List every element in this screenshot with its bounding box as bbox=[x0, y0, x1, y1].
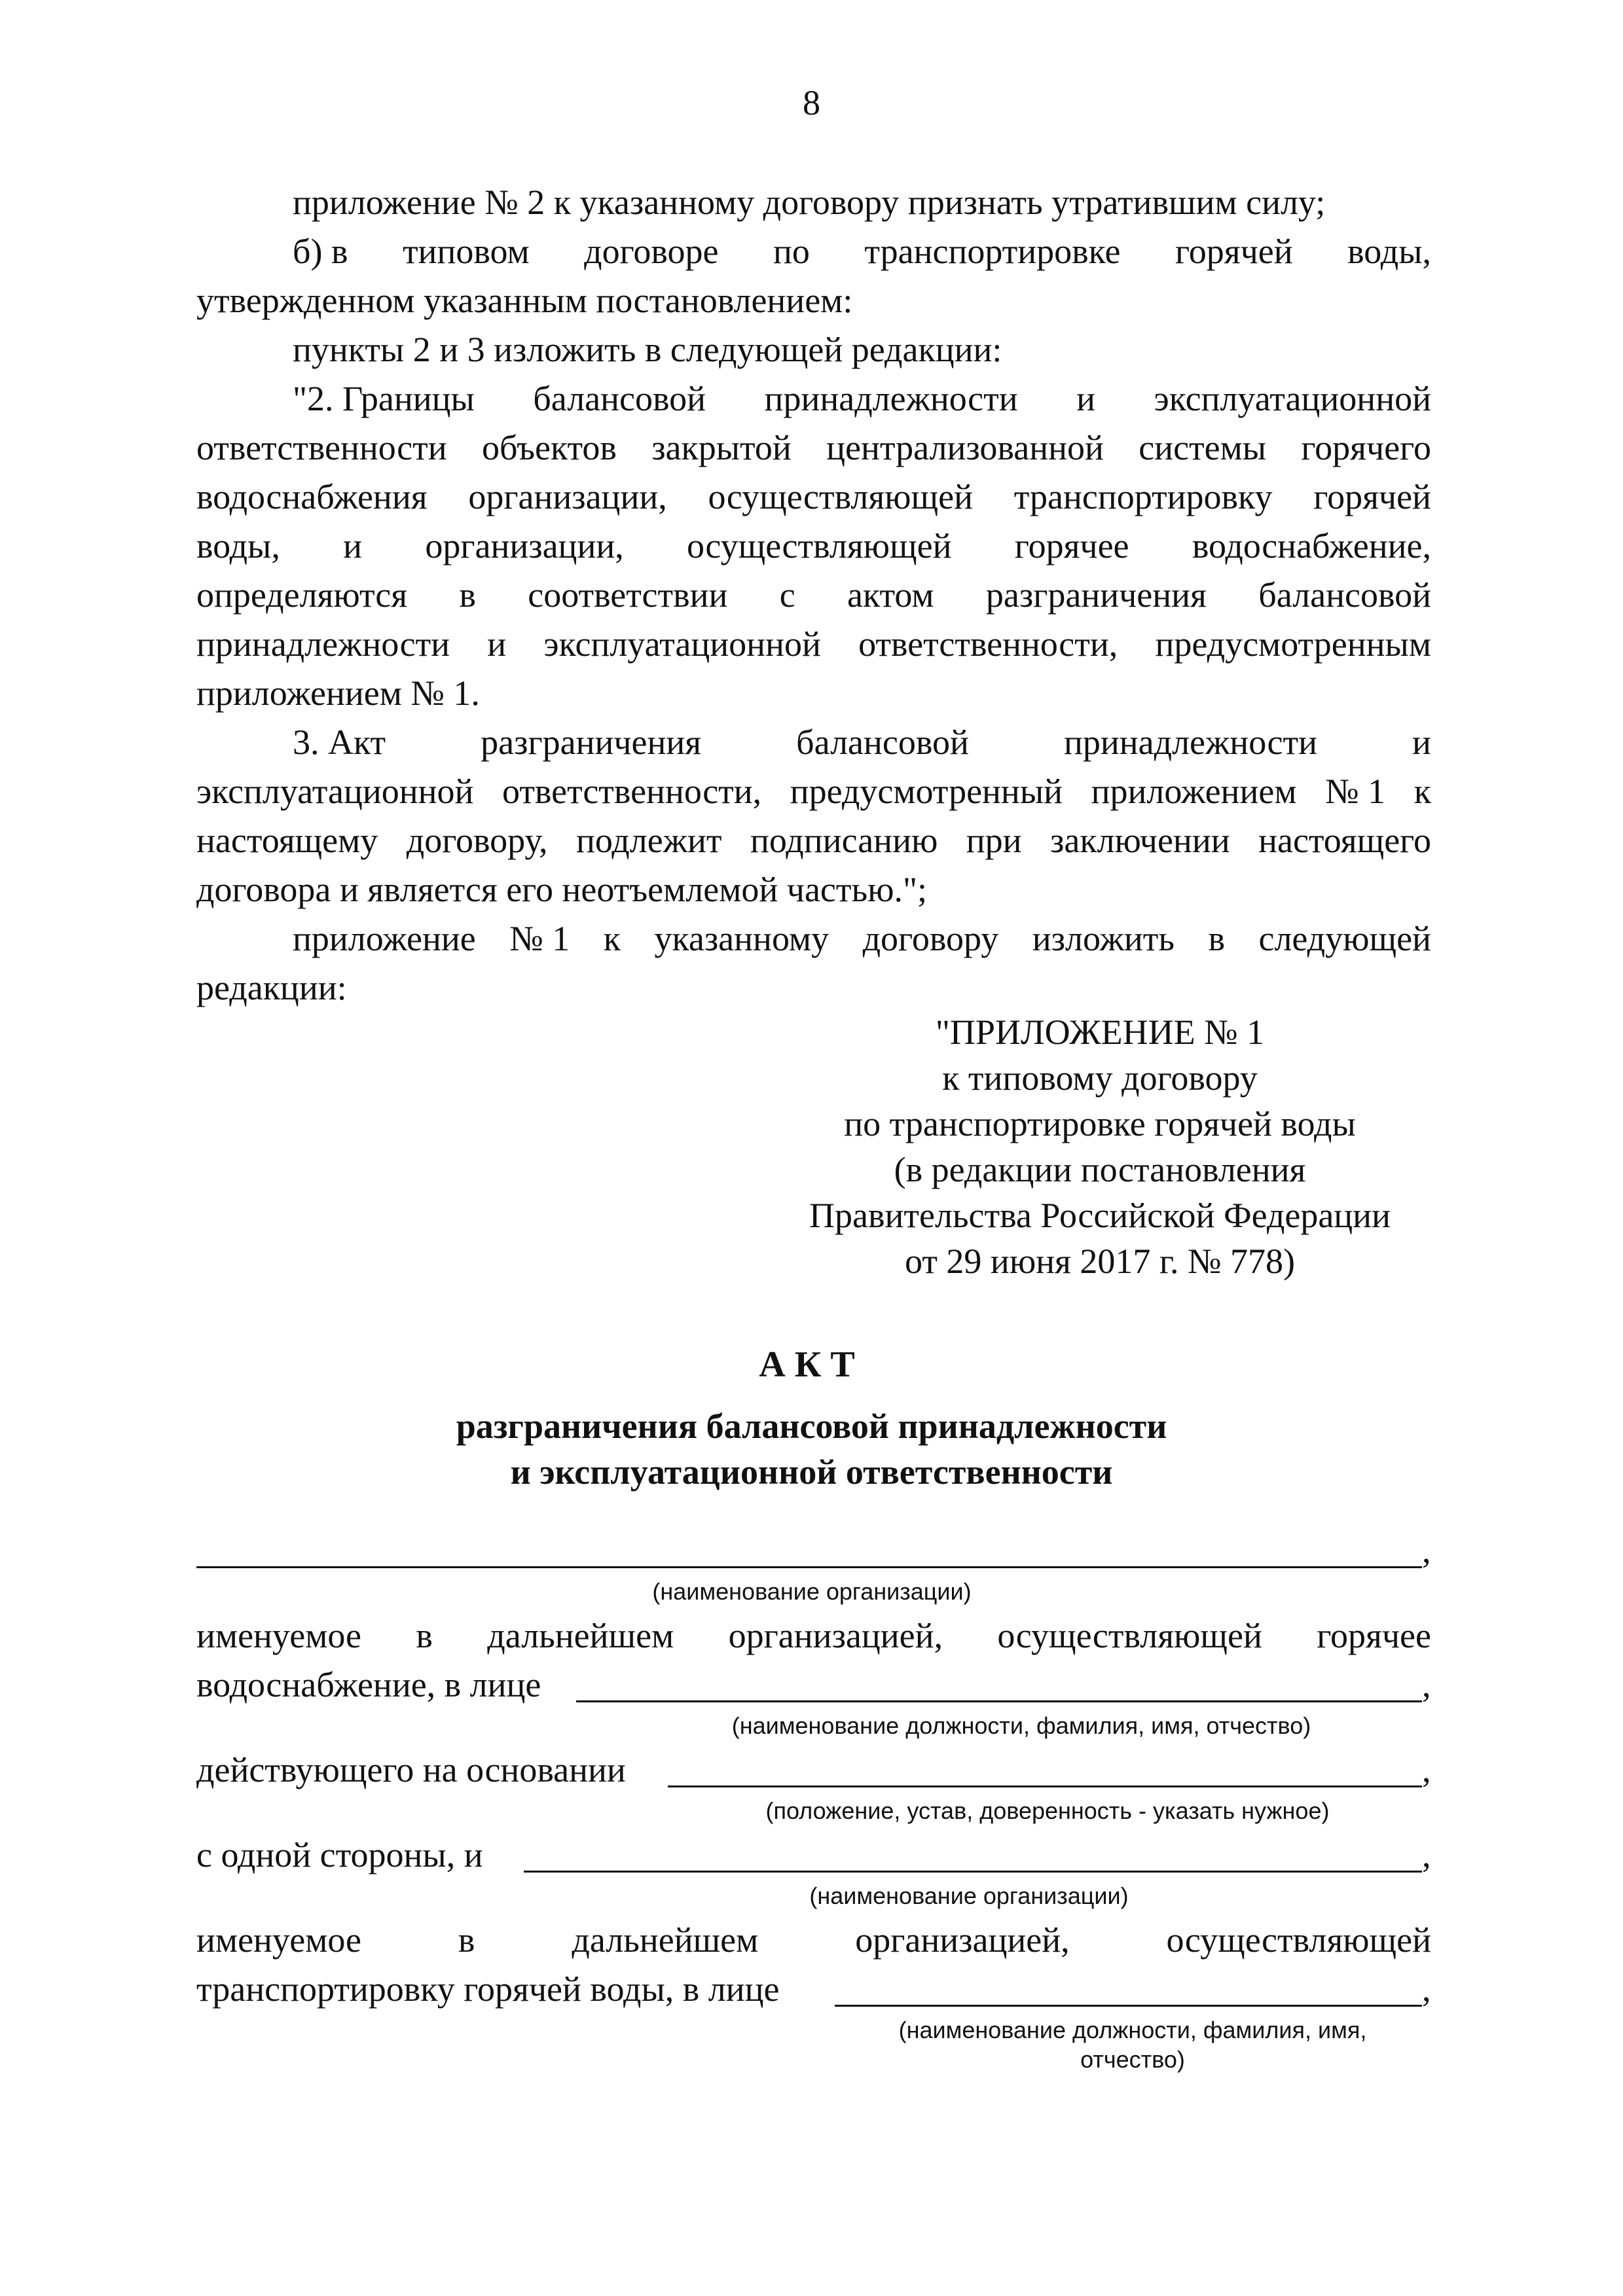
word: соответствии bbox=[528, 575, 728, 615]
word: и bbox=[1076, 379, 1096, 418]
word: договору bbox=[862, 919, 999, 958]
word: и bbox=[1412, 723, 1431, 762]
word: осуществляющей bbox=[997, 1616, 1262, 1655]
field-hint: (положение, устав, доверенность - указать нужное) bbox=[765, 1797, 1330, 1824]
word: балансовой bbox=[796, 723, 969, 762]
field-label: действующего на основании bbox=[196, 1750, 626, 1789]
justified-line bbox=[196, 772, 1431, 811]
word: закрытой bbox=[651, 428, 792, 467]
word: осуществляющей bbox=[708, 477, 973, 516]
justified-line bbox=[196, 478, 1431, 516]
word: дальнейшем bbox=[487, 1616, 674, 1655]
word: типовом bbox=[402, 232, 530, 271]
basis-blank[interactable] bbox=[668, 1785, 1422, 1787]
word: горячее bbox=[1014, 526, 1129, 565]
word: в bbox=[459, 575, 476, 615]
word: балансовой bbox=[533, 379, 706, 418]
word: водоснабжение, bbox=[1192, 526, 1431, 565]
field-label: водоснабжение, в лице bbox=[196, 1665, 541, 1704]
word: определяются bbox=[196, 575, 408, 615]
justified-line bbox=[196, 1617, 1431, 1655]
justified-line bbox=[293, 723, 1431, 762]
text-line: утвержденном указанным постановлением: bbox=[196, 281, 853, 320]
word: подписанию bbox=[750, 821, 938, 860]
field-hint: (наименование организации) bbox=[652, 1578, 972, 1605]
act-subtitle: разграничения балансовой принадлежности bbox=[456, 1407, 1167, 1446]
word: предусмотренным bbox=[1155, 624, 1431, 664]
word: № 1 bbox=[509, 919, 570, 958]
appendix-header-line: (в редакции постановления bbox=[894, 1150, 1306, 1189]
word: б) в bbox=[293, 232, 348, 271]
word: ответственности, bbox=[858, 624, 1118, 664]
comma: , bbox=[1422, 1665, 1431, 1704]
comma: , bbox=[1422, 1531, 1431, 1570]
word: горячей bbox=[1313, 477, 1431, 516]
word: эксплуатационной bbox=[1154, 379, 1431, 418]
word: актом bbox=[847, 575, 934, 615]
word: транспортировке bbox=[864, 232, 1121, 271]
representative-blank[interactable] bbox=[576, 1700, 1422, 1702]
appendix-header-line: от 29 июня 2017 г. № 778) bbox=[905, 1242, 1295, 1281]
word: объектов bbox=[481, 428, 617, 467]
word: эксплуатационной bbox=[196, 772, 474, 811]
word: организации, bbox=[425, 526, 624, 565]
word: принадлежности bbox=[196, 624, 450, 664]
word: принадлежности bbox=[1063, 723, 1318, 762]
word: осуществляющей bbox=[687, 526, 952, 565]
word: системы bbox=[1139, 428, 1267, 467]
justified-line bbox=[196, 576, 1431, 615]
justified-line bbox=[293, 920, 1431, 958]
word: осуществляющей bbox=[1166, 1920, 1431, 1960]
justified-line bbox=[196, 429, 1431, 467]
word: договоре bbox=[584, 232, 719, 271]
field-hint: (наименование должности, фамилия, имя, отчество) bbox=[731, 1712, 1311, 1739]
word: "2. Границы bbox=[293, 379, 475, 418]
page-number: 8 bbox=[803, 83, 820, 122]
justified-line bbox=[196, 821, 1431, 860]
word: горячего bbox=[1301, 428, 1431, 467]
word: воды, bbox=[196, 526, 280, 565]
text-line: приложение № 2 к указанному договору признать утратившим силу; bbox=[293, 183, 1326, 222]
word: № 1 bbox=[1325, 772, 1386, 811]
justified-line bbox=[196, 625, 1431, 664]
word: по bbox=[773, 232, 810, 271]
appendix-header-line: Правительства Российской Федерации bbox=[809, 1196, 1391, 1235]
text-line: пункты 2 и 3 изложить в следующей редакции: bbox=[293, 330, 1002, 369]
second-representative-blank[interactable] bbox=[835, 2005, 1422, 2007]
org-name-blank[interactable] bbox=[196, 1566, 1422, 1568]
word: к bbox=[603, 919, 621, 958]
word: именуемое bbox=[196, 1920, 361, 1960]
word: в bbox=[1208, 919, 1226, 958]
word: горячей bbox=[1175, 232, 1293, 271]
word: с bbox=[779, 575, 795, 615]
text-line: редакции: bbox=[196, 968, 347, 1007]
word: ответственности bbox=[196, 428, 447, 467]
word: 3. Акт bbox=[293, 723, 386, 762]
appendix-header-line: "ПРИЛОЖЕНИЕ № 1 bbox=[935, 1013, 1265, 1052]
comma: , bbox=[1422, 1969, 1431, 2009]
justified-line bbox=[293, 232, 1431, 271]
appendix-header-line: по транспортировке горячей воды bbox=[844, 1104, 1356, 1143]
word: и bbox=[343, 526, 363, 565]
word: эксплуатационной bbox=[543, 624, 821, 664]
word: при bbox=[966, 821, 1022, 860]
word: подлежит bbox=[575, 821, 722, 860]
act-subtitle: и эксплуатационной ответственности bbox=[510, 1452, 1113, 1492]
word: указанному bbox=[654, 919, 830, 958]
word: изложить bbox=[1032, 919, 1175, 958]
word: договору, bbox=[406, 821, 548, 860]
text-line: договора и является его неотъемлемой частью."; bbox=[196, 870, 927, 909]
word: разграничения bbox=[481, 723, 702, 762]
word: воды, bbox=[1347, 232, 1431, 271]
word: горячее bbox=[1317, 1616, 1431, 1655]
word: и bbox=[487, 624, 507, 664]
second-org-blank[interactable] bbox=[524, 1871, 1422, 1873]
justified-line bbox=[196, 1921, 1431, 1960]
comma: , bbox=[1422, 1750, 1431, 1789]
word: ответственности, bbox=[502, 772, 762, 811]
word: централизованной bbox=[826, 428, 1104, 467]
word: водоснабжения bbox=[196, 477, 428, 516]
field-hint: (наименование должности, фамилия, имя, bbox=[898, 2017, 1367, 2043]
field-label: транспортировку горячей воды, в лице bbox=[196, 1969, 780, 2009]
word: настоящего bbox=[1258, 821, 1431, 860]
word: разграничения bbox=[985, 575, 1207, 615]
appendix-header-line: к типовому договору bbox=[942, 1058, 1258, 1098]
word: предусмотренный bbox=[790, 772, 1063, 811]
justified-line bbox=[293, 380, 1431, 418]
word: именуемое bbox=[196, 1616, 361, 1655]
word: организацией, bbox=[855, 1920, 1070, 1960]
word: организацией, bbox=[728, 1616, 943, 1655]
word: к bbox=[1413, 772, 1431, 811]
word: принадлежности bbox=[764, 379, 1018, 418]
field-hint: (наименование организации) bbox=[809, 1882, 1129, 1909]
comma: , bbox=[1422, 1835, 1431, 1874]
field-hint: отчество) bbox=[1080, 2046, 1185, 2073]
word: приложением bbox=[1091, 772, 1297, 811]
word: дальнейшем bbox=[572, 1920, 759, 1960]
word: приложение bbox=[293, 919, 476, 958]
word: заключении bbox=[1050, 821, 1230, 860]
word: в bbox=[458, 1920, 475, 1960]
word: балансовой bbox=[1258, 575, 1431, 615]
word: настоящему bbox=[196, 821, 378, 860]
word: транспортировку bbox=[1013, 477, 1273, 516]
act-title: АКТ bbox=[759, 1344, 864, 1385]
justified-line bbox=[196, 527, 1431, 565]
field-label: с одной стороны, и bbox=[196, 1835, 483, 1874]
word: в bbox=[416, 1616, 433, 1655]
word: следующей bbox=[1258, 919, 1431, 958]
text-line: приложением № 1. bbox=[196, 673, 480, 713]
word: организации, bbox=[468, 477, 667, 516]
